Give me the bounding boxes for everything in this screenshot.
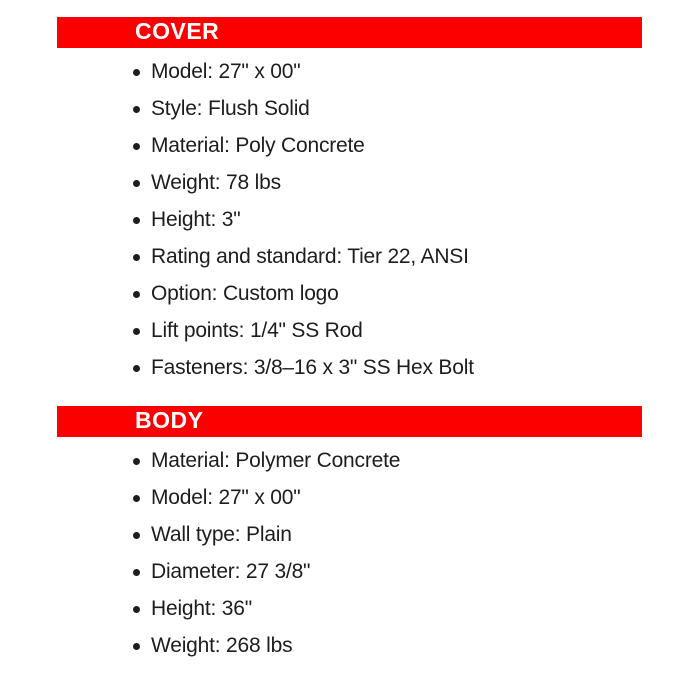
bullet-icon [133,532,140,539]
list-item [133,172,700,194]
spec-text: Weight: 268 lbs [151,634,293,657]
bullet-icon [133,365,140,372]
spec-text: Fasteners: 3/8–16 x 3" SS Hex Bolt [151,356,474,379]
spec-text: Material: Polymer Concrete [151,449,401,472]
section-body [0,406,700,657]
list-item [133,61,700,83]
spec-text: Weight: 78 lbs [151,171,281,194]
list-item [133,450,700,472]
bullet-icon [133,180,140,187]
list-item [133,283,700,305]
bullet-icon [133,495,140,502]
list-item [133,524,700,546]
spec-text: Option: Custom logo [151,282,339,305]
bullet-icon [133,143,140,150]
list-item [133,246,700,268]
bullet-icon [133,69,140,76]
spec-text: Lift points: 1/4" SS Rod [151,319,363,342]
list-item [133,209,700,231]
list-item [133,635,700,657]
bullet-icon [133,643,140,650]
bullet-icon [133,291,140,298]
spec-text: Model: 27" x 00" [151,486,301,509]
list-item [133,561,700,583]
list-item [133,357,700,379]
cover-spec-list [133,61,700,379]
list-item [133,598,700,620]
list-item [133,98,700,120]
body-spec-list [133,450,700,657]
bullet-icon [133,217,140,224]
spec-text: Diameter: 27 3/8" [151,560,311,583]
spec-text: Material: Poly Concrete [151,134,365,157]
spec-text: Rating and standard: Tier 22, ANSI [151,245,469,268]
spec-text: Model: 27" x 00" [151,60,301,83]
spec-text: Style: Flush Solid [151,97,310,120]
bullet-icon [133,569,140,576]
list-item [133,135,700,157]
bullet-icon [133,106,140,113]
body-section-title: BODY [135,407,204,433]
list-item [133,320,700,342]
spec-text: Wall type: Plain [151,523,292,546]
bullet-icon [133,328,140,335]
spec-text: Height: 3" [151,208,241,231]
cover-header-bar [57,17,642,48]
cover-section-title: COVER [135,18,220,44]
spec-text: Height: 36" [151,597,252,620]
bullet-icon [133,606,140,613]
body-header-bar [57,406,642,437]
list-item [133,487,700,509]
bullet-icon [133,254,140,261]
bullet-icon [133,458,140,465]
